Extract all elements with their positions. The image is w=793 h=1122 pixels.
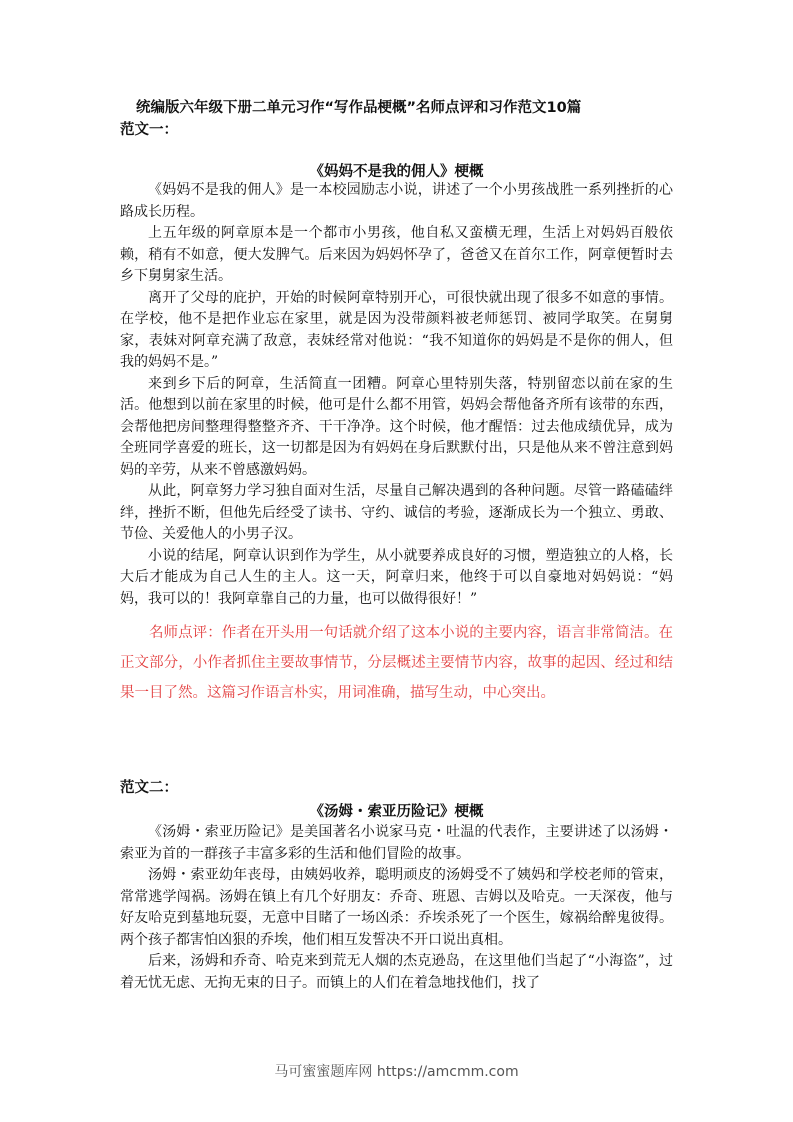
paragraph: 后来，汤姆和乔奇、哈克来到荒无人烟的杰克逊岛，在这里他们当起了“小海盗”，过着无忧无虑、无拘无束的日子。而镇上的人们在着急地找他们，找了: [120, 953, 673, 991]
footer-text: 马可蜜蜜题库网 https://amcmm.com: [274, 1064, 519, 1080]
paragraph: 从此，阿章努力学习独自面对生活，尽量自己解决遇到的各种问题。尽管一路磕磕绊绊，挫折不断，但他先后经受了读书、守约、诚信的考验，逐渐成长为一个独立、勇敢、节俭、关爱他人的小男子汉。: [120, 483, 673, 542]
article-title-1: 《妈妈不是我的佣人》梗概: [309, 164, 484, 180]
article-title-2: 《汤姆・索亚历险记》梗概: [309, 804, 484, 820]
paragraph: 离开了父母的庇护，开始的时候阿章特别开心，可很快就出现了很多不如意的事情。在学校，他不是把作业忘在家里，就是因为没带颜料被老师惩罚、被同学取笑。在舅舅家，表妹对阿章充满了敌意，表妹经常对他说：“我不知道你的妈妈是不是你的佣人，但我的妈妈不是。”: [120, 289, 673, 370]
document-title: 统编版六年级下册二单元习作“写作品梗概”名师点评和习作范文10篇: [136, 100, 582, 116]
paragraph: 上五年级的阿章原本是一个都市小男孩，他自私又蛮横无理，生活上对妈妈百般依赖，稍有不如意，便大发脾气。后来因为妈妈怀孕了，爸爸又在首尔工作，阿章便暂时去乡下舅舅家生活。: [120, 225, 673, 284]
paragraph: 《妈妈不是我的佣人》是一本校园励志小说，讲述了一个小男孩战胜一系列挫折的心路成长历程。: [120, 182, 673, 220]
article-body-1: [120, 180, 673, 610]
paragraph: 《汤姆・索亚历险记》是美国著名小说家马克・吐温的代表作，主要讲述了以汤姆・索亚为首的一群孩子丰富多彩的生活和他们冒险的故事。: [120, 824, 673, 862]
teacher-comment: 名师点评：作者在开头用一句话就介绍了这本小说的主要内容，语言非常简洁。在正文部分，小作者抓住主要故事情节，分层概述主要情节内容，故事的起因、经过和结果一目了然。这篇习作语言朴实，用词准确，描写生动，中心突出。: [120, 625, 673, 701]
section-label-1: 范文一：: [120, 122, 178, 138]
paragraph: 汤姆・索亚幼年丧母，由姨妈收养，聪明顽皮的汤姆受不了姨妈和学校老师的管束，常常逃学闯祸。汤姆在镇上有几个好朋友：乔奇、班恩、吉姆以及哈克。一天深夜，他与好友哈克到墓地玩耍，无意中目睹了一场凶杀：乔埃杀死了一个医生，嫁祸给醉鬼彼得。两个孩子都害怕凶狠的乔埃，他们相互发誓决不开口说出真相。: [120, 867, 673, 948]
article-body-2: [120, 822, 673, 994]
paragraph: 来到乡下后的阿章，生活简直一团糟。阿章心里特别失落，特别留恋以前在家的生活。他想到以前在家里的时候，他可是什么都不用管，妈妈会帮他备齐所有该带的东西，会帮他把房间整理得整整齐齐、干干净净。这个时候，他才醒悟：过去他成绩优异，成为全班同学喜爱的班长，这一切都是因为有妈妈在身后默默付出，只是他从来不曾注意到妈妈的辛劳，从来不曾感激妈妈。: [120, 375, 673, 478]
section-label-2: 范文二：: [120, 780, 178, 796]
paragraph: 小说的结尾，阿章认识到作为学生，从小就要养成良好的习惯，塑造独立的人格，长大后才能成为自己人生的主人。这一天，阿章归来，他终于可以自豪地对妈妈说：“妈妈，我可以的！我阿章靠自己的力量，也可以做得很好！”: [120, 547, 673, 607]
